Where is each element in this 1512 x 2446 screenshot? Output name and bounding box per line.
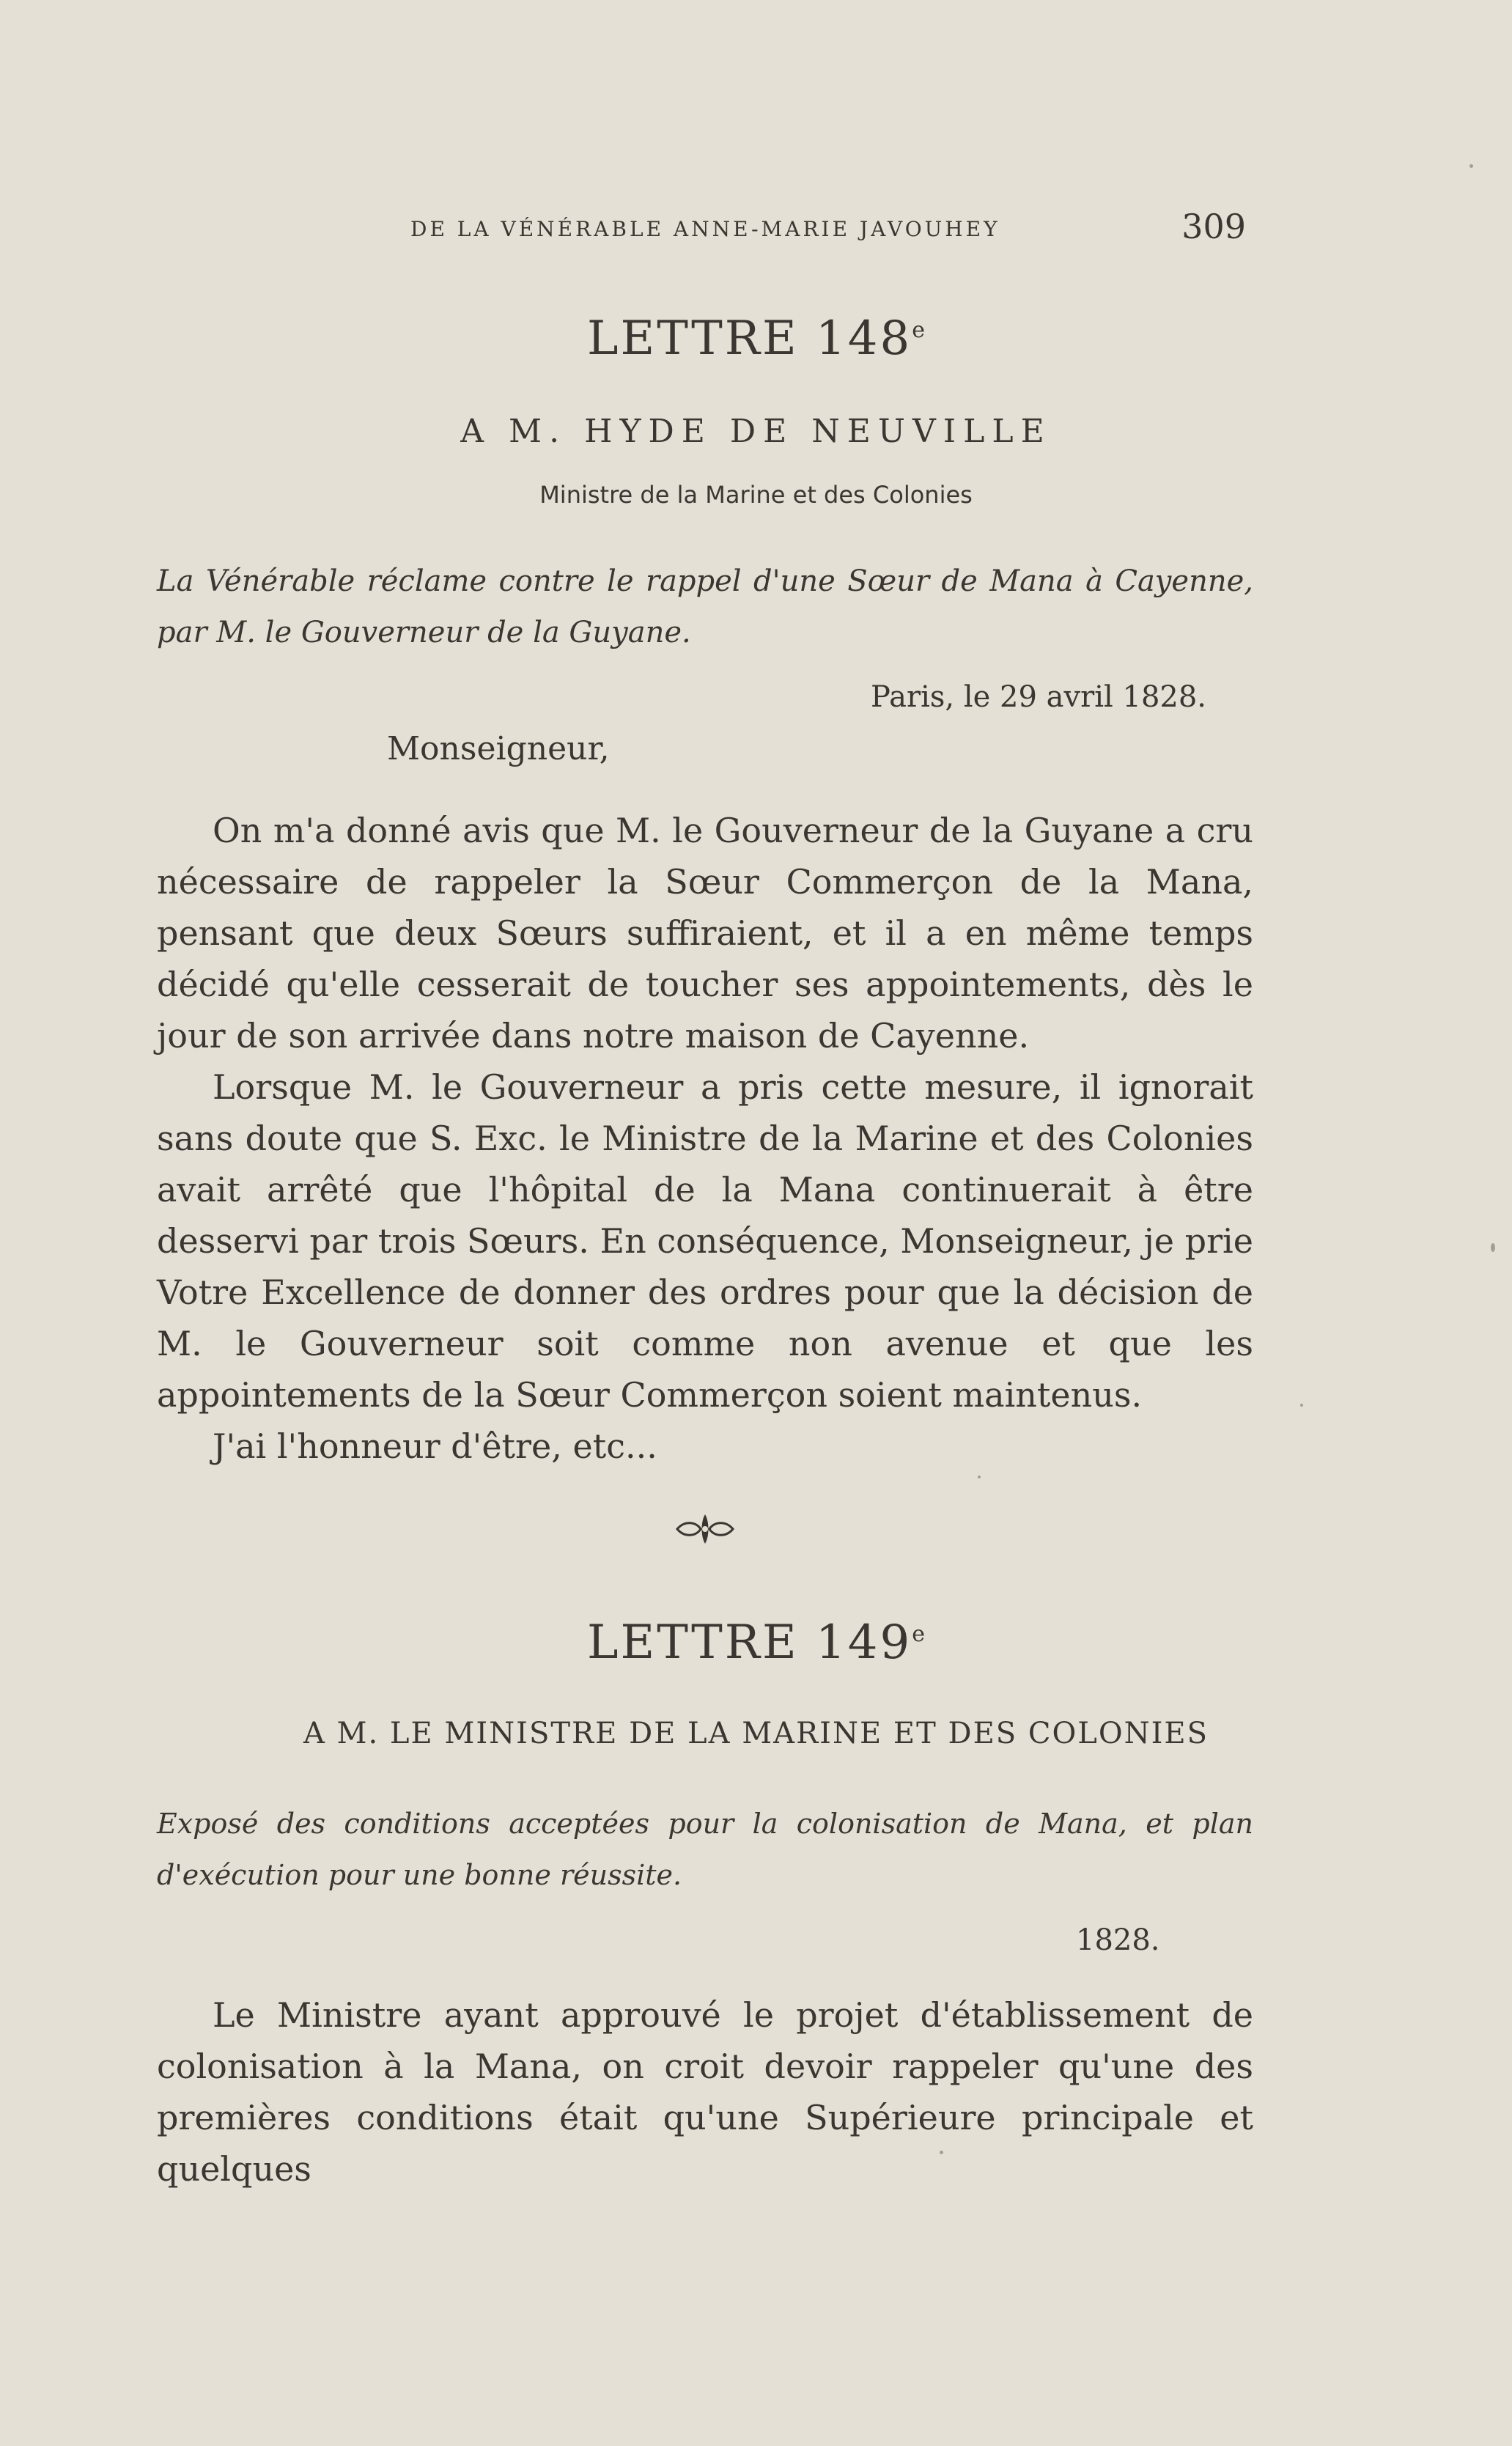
letter-148-dateline: Paris, le 29 avril 1828.	[871, 680, 1207, 714]
letter-149-paragraph-1: Le Ministre ayant approuvé le projet d'établissement de colonisation à la Mana, on croit devoir rappeler qu'une des premières conditions était qu'une Supérieure principale et quelques	[157, 1995, 1253, 2189]
paper-speck	[1491, 1243, 1495, 1252]
letter-149-title: LETTRE 149	[587, 1616, 912, 1670]
running-head	[410, 207, 1246, 246]
letter-148-recipient-role: Ministre de la Marine et des Colonies	[539, 481, 973, 509]
letter-149-heading	[0, 1616, 1512, 1670]
letter-148-paragraph-2: Lorsque M. le Gouverneur a pris cette mesure, il ignorait sans doute que S. Exc. le Ministre de la Marine et des Colonies avait arrêté que l'hôpital de la Mana continuerait à être desservi par trois Sœurs. En conséquence, Monseigneur, je prie Votre Excellence de donner des ordres pour que la décision de M. le Gouverneur soit comme non avenue et que les appointements de la Sœur Commerçon soient maintenus.	[157, 1067, 1253, 1415]
letter-148-summary: La Vénérable réclame contre le rappel d'une Sœur de Mana à Cayenne, par M. le Gouverneur de la Guyane.	[157, 564, 1253, 649]
letter-149-body	[157, 1989, 1253, 2195]
letter-148-recipient: A M. HYDE DE NEUVILLE	[460, 413, 1052, 450]
letter-148-title: LETTRE 148	[587, 312, 912, 366]
letter-149-summary: Exposé des conditions acceptées pour la colonisation de Mana, et plan d'exécution pour une bonne réussite.	[157, 1808, 1253, 1891]
letter-149-dateline: 1828.	[1076, 1923, 1160, 1957]
fleuron-ornament	[674, 1510, 736, 1548]
letter-148-paragraph-3: J'ai l'honneur d'être, etc...	[213, 1426, 657, 1466]
page-number: 309	[1181, 207, 1246, 246]
paper-speck	[978, 1476, 981, 1478]
letter-148-heading	[0, 312, 1512, 366]
paper-speck	[1300, 1404, 1303, 1407]
paper-speck	[1469, 164, 1473, 168]
letter-148-ordinal: e	[912, 317, 925, 343]
running-title: DE LA VÉNÉRABLE ANNE-MARIE JAVOUHEY	[410, 217, 1000, 241]
letter-148-body	[157, 805, 1253, 1472]
letter-148-paragraph-1: On m'a donné avis que M. le Gouverneur de la Guyane a cru nécessaire de rappeler la Sœur Commerçon de la Mana, pensant que deux Sœurs suffiraient, et il a en même temps décidé qu'elle cesserait de toucher ses appointements, dès le jour de son arrivée dans notre maison de Cayenne.	[157, 811, 1253, 1056]
paper-speck	[940, 2151, 943, 2154]
letter-149-ordinal: e	[912, 1621, 925, 1647]
letter-148-salutation: Monseigneur,	[387, 730, 610, 767]
letter-149-recipient: A M. LE MINISTRE DE LA MARINE ET DES COLONIES	[303, 1717, 1209, 1750]
